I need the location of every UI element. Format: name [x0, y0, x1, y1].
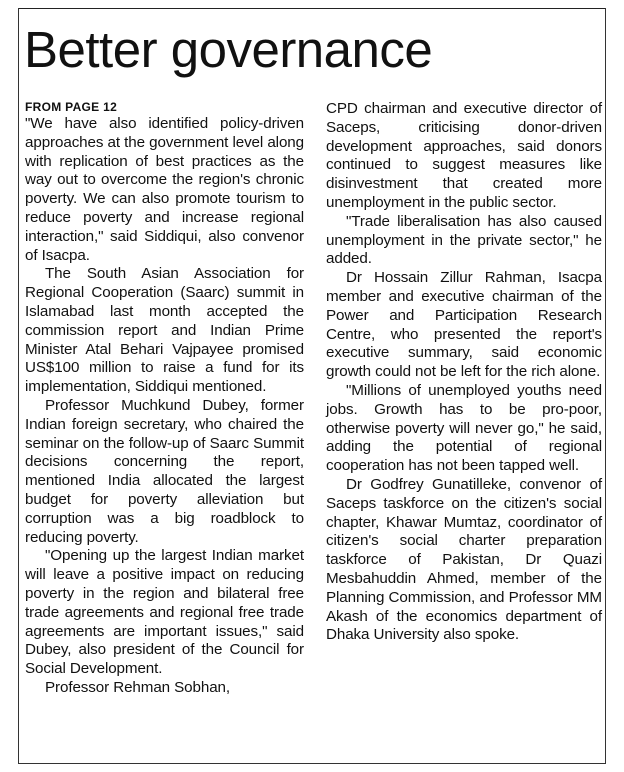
paragraph: "We have also identified policy-driven approaches at the government level along with replication of best practices as the way out to overcome the region's chronic poverty. We can also promote tourism to reduce poverty and increase regional interaction," said Siddiqui, also convenor of Isacpa. — [25, 115, 304, 264]
jump-line: FROM PAGE 12 — [25, 100, 118, 114]
right-column — [326, 100, 602, 645]
left-column — [25, 100, 304, 698]
clipping-left-border — [18, 8, 19, 764]
paragraph: "Trade liberalisation has also caused unemployment in the private sector," he added. — [326, 212, 602, 268]
paragraph: "Millions of unemployed youths need jobs. Growth has to be pro-poor, otherwise poverty will never go," he said, adding the potential of regional cooperation has not been tapped well. — [326, 381, 602, 475]
clipping-right-border — [605, 8, 606, 764]
headline: Better governance — [24, 21, 433, 78]
paragraph: Professor Muchkund Dubey, former Indian foreign secretary, who chaired the seminar on the follow-up of Saarc Summit decisions concerning the report, mentioned India allocated the largest budget for poverty alleviation but corruption was a big roadblock to reducing poverty. — [25, 396, 304, 546]
paragraph: Dr Godfrey Gunatilleke, convenor of Saceps taskforce on the citizen's social chapter, Khawar Mumtaz, coordinator of citizen's social charter preparation taskforce of Pakistan, Dr Quazi Mesbahuddin Ahmed, member of the Planning Commission, and Professor MM Akash of the economics department of Dhaka University also spoke. — [326, 475, 602, 644]
paragraph: The South Asian Association for Regional Cooperation (Saarc) summit in Islamabad last month accepted the commission report and Indian Prime Minister Atal Behari Vajpayee promised US$100 million to raise a fund for its implementation, Siddiqui mentioned. — [25, 265, 304, 396]
paragraph: "Opening up the largest Indian market will leave a positive impact on reducing poverty in the region and bilateral free trade agreements and regional free trade agreements are important issues," said Dubey, also president of the Council for Social Development. — [25, 547, 304, 678]
clipping-top-rule — [18, 8, 606, 9]
paragraph: Professor Rehman Sobhan, — [45, 678, 231, 696]
clipping-bottom-rule — [18, 763, 606, 764]
paragraph: Dr Hossain Zillur Rahman, Isacpa member and executive chairman of the Power and Participation Research Centre, who presented the report's executive summary, said economic growth could not be left for the rich alone. — [326, 269, 602, 381]
paragraph: CPD chairman and executive director of Saceps, criticising donor-driven development approaches, said donors continued to suggest measures like disinvestment that created more unemployment in the public sector. — [326, 100, 602, 211]
